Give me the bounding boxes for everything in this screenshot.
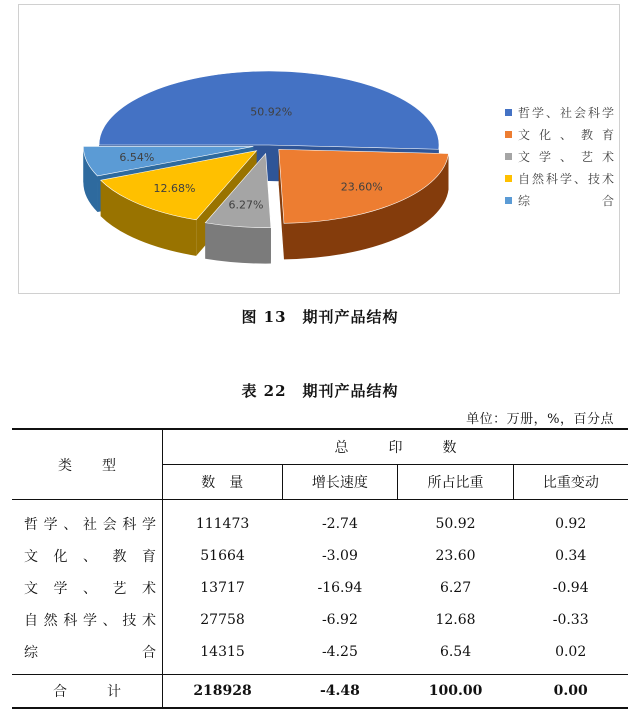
legend-label: 文化、教育 [518, 127, 614, 142]
legend-item [505, 145, 614, 167]
legend-label: 文学、艺术 [518, 149, 614, 164]
legend-swatch [505, 109, 512, 116]
table-row [12, 500, 628, 541]
legend-swatch [505, 197, 512, 204]
legend-item [505, 167, 614, 189]
total-share-change: 0.00 [513, 675, 628, 709]
cell-share: 6.54 [439, 644, 472, 660]
total-row [12, 675, 628, 709]
column-header: 所占比重 [398, 465, 514, 500]
legend-item [505, 101, 614, 123]
total-print-header: 总印数 [163, 429, 629, 465]
cell-quantity: 111473 [163, 500, 283, 541]
cell-growth: -16.94 [317, 580, 363, 596]
figure-caption: 图 13 期刊产品结构 [241, 308, 399, 326]
total-label: 合计 [12, 675, 163, 709]
cell-share-change: 0.34 [555, 548, 587, 564]
legend-label: 综 合 [518, 193, 614, 208]
cell-growth: -3.09 [321, 548, 358, 564]
legend-item [505, 189, 614, 211]
cell-growth: -2.74 [282, 500, 398, 541]
column-header: 数 量 [163, 465, 283, 500]
legend-swatch [505, 131, 512, 138]
data-label: 12.68% [153, 182, 196, 196]
row-category: 综 合 [12, 636, 163, 675]
table-row [12, 540, 628, 572]
chart-legend [505, 101, 614, 211]
table-title: 表 22 期刊产品结构 [241, 382, 399, 400]
table-row [12, 636, 628, 675]
cell-share: 50.92 [398, 500, 514, 541]
column-header: 比重变动 [513, 465, 628, 500]
data-label: 6.27% [228, 198, 264, 212]
table-row [12, 604, 628, 636]
row-category: 自然科学、技术 [12, 604, 163, 636]
pie-slice-group [279, 149, 449, 259]
cell-share: 23.60 [435, 548, 476, 564]
data-label: 50.92% [250, 105, 293, 119]
legend-swatch [505, 153, 512, 160]
legend-label: 哲学、社会科学 [518, 105, 614, 120]
cell-share-change: -0.94 [552, 580, 589, 596]
legend-label: 自然科学、技术 [518, 171, 614, 186]
cell-quantity: 13717 [200, 580, 245, 596]
cell-share-change: -0.33 [552, 612, 589, 628]
total-quantity: 218928 [163, 675, 283, 709]
cell-share: 6.27 [439, 580, 472, 596]
pie-slice-wall [205, 223, 271, 264]
legend-item [505, 123, 614, 145]
data-label: 23.60% [340, 180, 383, 194]
table-header-row [12, 429, 628, 465]
cell-share: 12.68 [435, 612, 476, 628]
data-label: 6.54% [119, 150, 155, 164]
column-header: 增长速度 [282, 465, 398, 500]
table-row [12, 572, 628, 604]
chart-frame [18, 4, 620, 294]
cell-growth: -4.25 [321, 644, 358, 660]
cell-growth: -6.92 [321, 612, 358, 628]
data-table [12, 428, 628, 709]
cell-quantity: 27758 [200, 612, 245, 628]
legend-swatch [505, 175, 512, 182]
row-category: 文化、教育 [12, 540, 163, 572]
row-category: 哲学、社会科学 [12, 500, 163, 541]
total-share: 100.00 [398, 675, 514, 709]
unit-note: 单位：万册，%，百分点 [466, 412, 614, 427]
cell-share-change: 0.02 [555, 644, 587, 660]
row-category: 文学、艺术 [12, 572, 163, 604]
type-header: 类型 [12, 429, 163, 500]
cell-quantity: 51664 [200, 548, 245, 564]
cell-share-change: 0.92 [513, 500, 628, 541]
total-growth: -4.48 [282, 675, 398, 709]
cell-quantity: 14315 [200, 644, 245, 660]
